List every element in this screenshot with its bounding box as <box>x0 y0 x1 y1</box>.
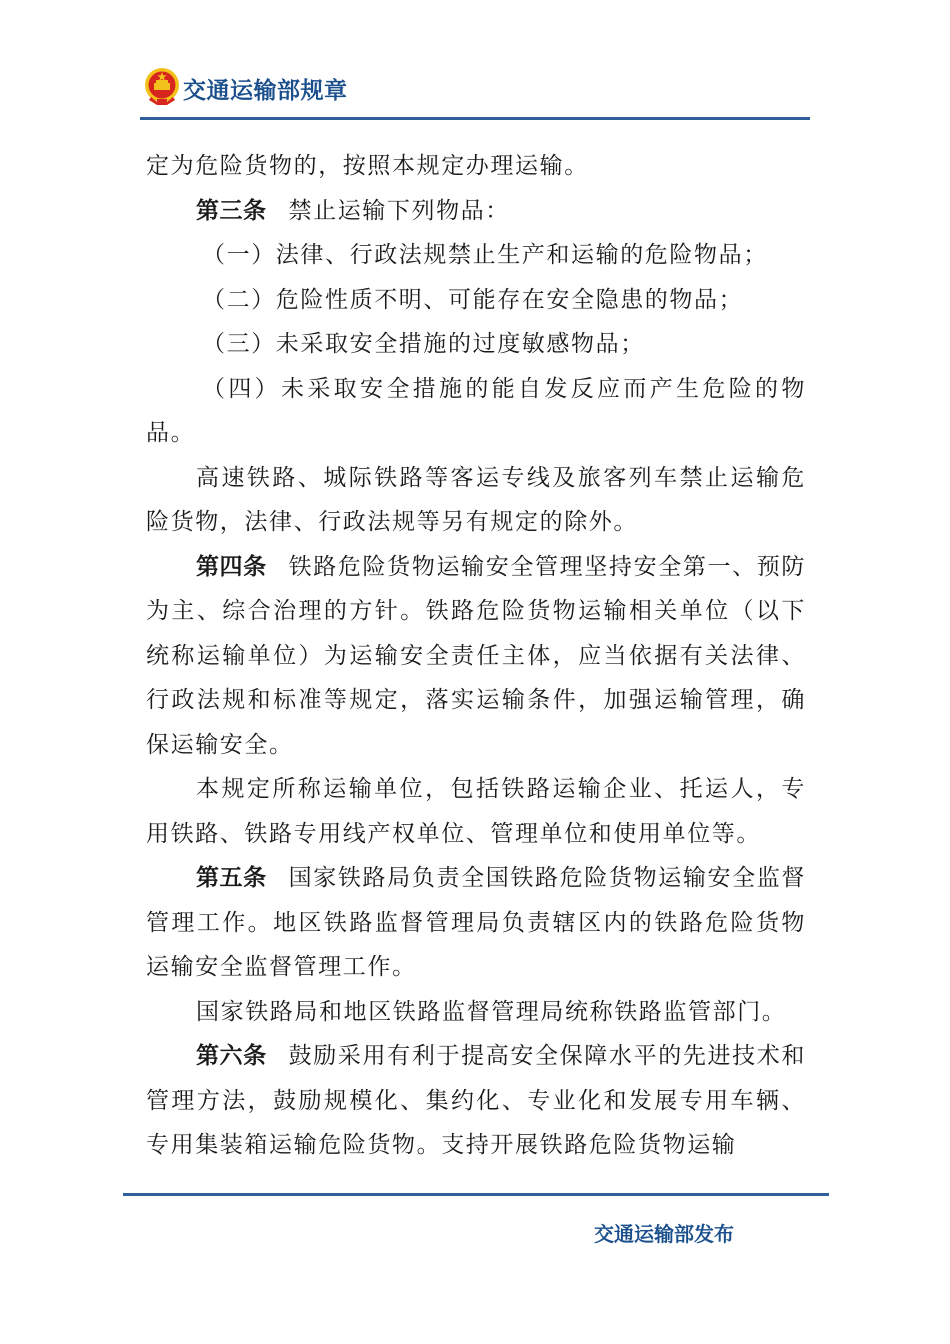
list-item: （四）未采取安全措施的能自发反应而产生危险的物品。 <box>146 375 806 446</box>
footer-publisher: 交通运输部发布 <box>594 1222 734 1246</box>
article-5-text: 国家铁路局负责全国铁路危险货物运输安全监督管理工作。地区铁路监督管理局负责辖区内的铁路危险货物运输安全监督管理工作。 <box>146 865 806 980</box>
article-3-text: 禁止运输下列物品： <box>288 197 510 224</box>
list-item: （二）危险性质不明、可能存在安全隐患的物品； <box>202 286 744 313</box>
header-title: 交通运输部规章 <box>183 78 348 104</box>
article-4-label: 第四条 <box>196 553 267 580</box>
header-divider <box>140 117 810 120</box>
article-3 <box>146 189 806 234</box>
paragraph-continuation: 定为危险货物的，按照本规定办理运输。 <box>146 153 589 179</box>
article-6-text: 鼓励采用有利于提高安全保障水平的先进技术和管理方法，鼓励规模化、集约化、专业化和发展专用车辆、专用集装箱运输危险货物。支持开展铁路危险货物运输 <box>146 1043 806 1158</box>
article-6 <box>146 1034 806 1168</box>
paragraph-units: 本规定所称运输单位，包括铁路运输企业、托运人，专用铁路、铁路专用线产权单位、管理单位和使用单位等。 <box>146 776 806 847</box>
national-emblem-icon <box>143 66 181 106</box>
article-5-label: 第五条 <box>196 865 267 891</box>
page-header <box>143 64 813 114</box>
list-item: （一）法律、行政法规禁止生产和运输的危险物品； <box>202 242 768 268</box>
article-3-label: 第三条 <box>196 197 267 224</box>
article-4-text: 铁路危险货物运输安全管理坚持安全第一、预防为主、综合治理的方针。铁路危险货物运输相关单位（以下统称运输单位）为运输安全责任主体，应当依据有关法律、行政法规和标准等规定，落实运输条件，加强运输管理，确保运输安全。 <box>146 553 806 758</box>
footer-divider <box>123 1193 829 1196</box>
paragraph-highspeed: 高速铁路、城际铁路等客运专线及旅客列车禁止运输危险货物，法律、行政法规等另有规定的除外。 <box>146 464 806 535</box>
article-6-label: 第六条 <box>196 1043 267 1069</box>
article-5 <box>146 856 806 990</box>
paragraph-depts: 国家铁路局和地区铁路监督管理局统称铁路监管部门。 <box>196 998 787 1025</box>
document-body <box>146 144 806 1168</box>
list-item: （三）未采取安全措施的过度敏感物品； <box>202 331 645 357</box>
article-4 <box>146 545 806 768</box>
